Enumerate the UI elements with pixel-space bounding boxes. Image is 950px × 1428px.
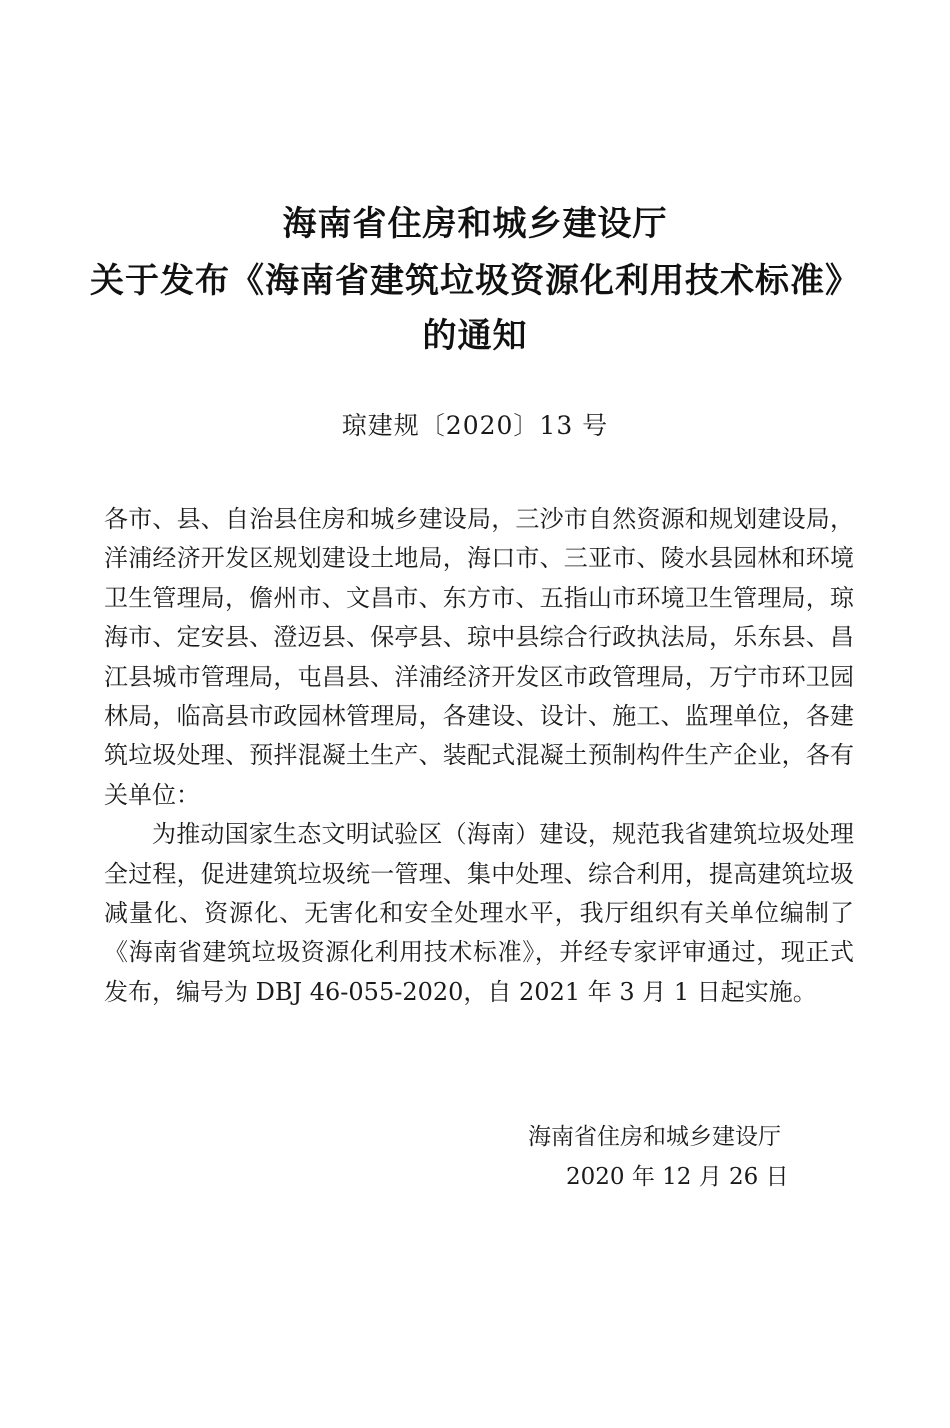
document-number: 琼建规〔2020〕13 号 — [341, 411, 609, 440]
content-paragraph: 为推动国家生态文明试验区（海南）建设，规范我省建筑垃圾处理全过程，促进建筑垃圾统一管理、集中处理、综合利用，提高建筑垃圾减量化、资源化、无害化和安全处理水平，我厅组织有关单位编制了《海南省建筑垃圾资源化利用技术标准》，并经专家评审通过，现正式发布，编号为 DBJ 46-055-2020，自 2021 年 3 月 1 日起实施。 — [104, 820, 854, 1006]
addressee-paragraph: 各市、县、自治县住房和城乡建设局，三沙市自然资源和规划建设局，洋浦经济开发区规划建设土地局，海口市、三亚市、陵水县园林和环境卫生管理局，儋州市、文昌市、东方市、五指山市环境卫生管理局，琼海市、定安县、澄迈县、保亭县、琼中县综合行政执法局，乐东县、昌江县城市管理局，屯昌县、洋浦经济开发区市政管理局，万宁市环卫园林局，临高县市政园林管理局，各建设、设计、施工、监理单位，各建筑垃圾处理、预拌混凝土生产、装配式混凝土预制构件生产企业，各有关单位： — [104, 505, 854, 809]
notice-body — [104, 500, 854, 1012]
title-line-1: 海南省住房和城乡建设厅 — [282, 204, 668, 244]
signature-organization: 海南省住房和城乡建设厅 — [528, 1124, 781, 1150]
title-line-3: 的通知 — [422, 316, 528, 356]
title-line-2: 关于发布《海南省建筑垃圾资源化利用技术标准》 — [90, 261, 860, 301]
signature-date: 2020 年 12 月 26 日 — [566, 1164, 789, 1190]
